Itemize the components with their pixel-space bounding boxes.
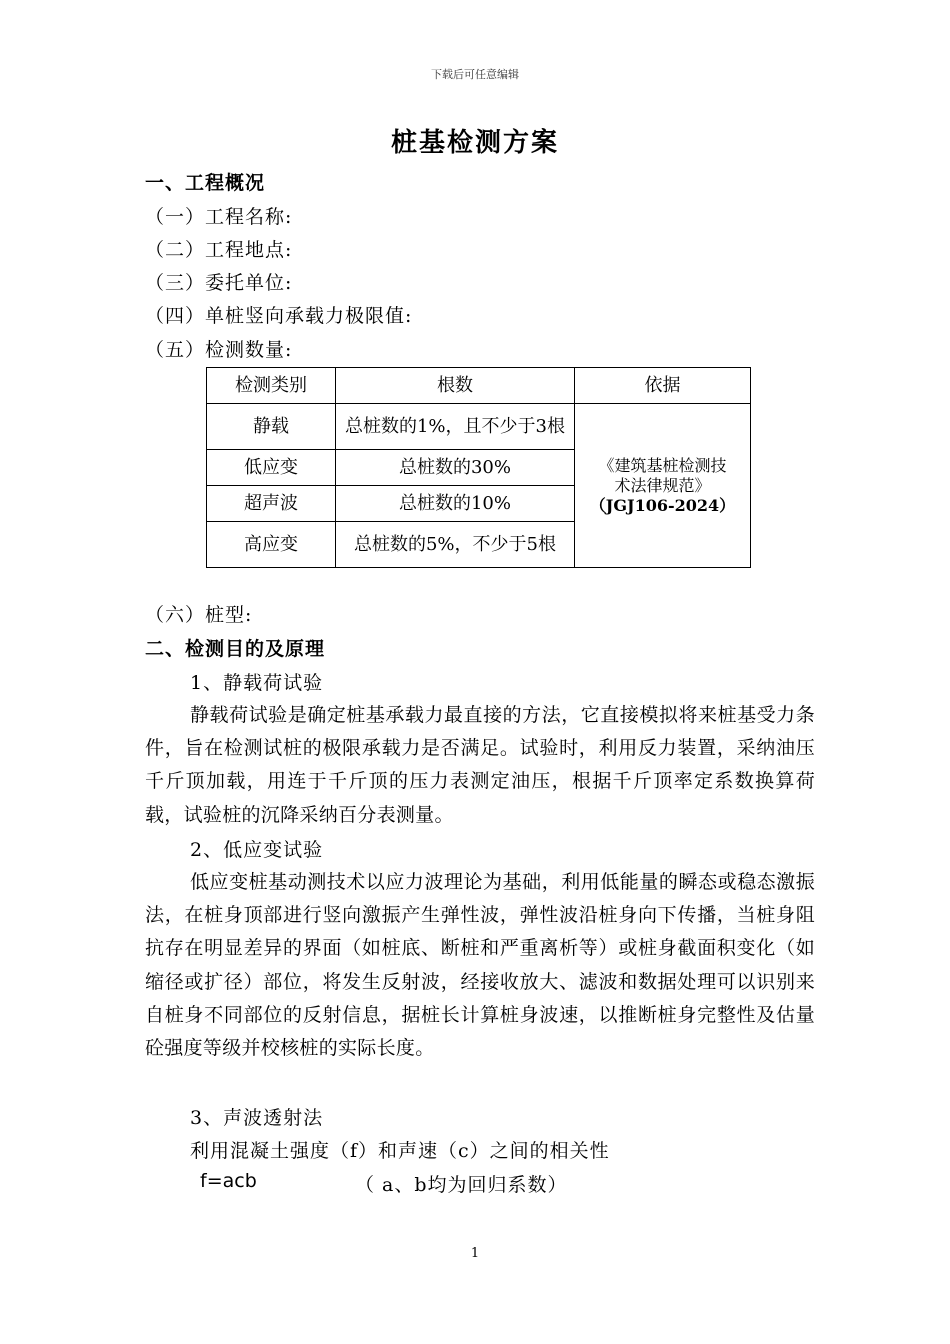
cell-count: 总桩数的10% [336, 486, 575, 522]
subheading-static-load: 1、静载荷试验 [190, 672, 324, 694]
cell-type: 低应变 [207, 450, 336, 486]
paragraph-low-strain: 低应变桩基动测技术以应力波理论为基础，利用低能量的瞬态或稳态激振法，在桩身顶部进行竖向激振产生弹性波，弹性波沿桩身向下传播，当桩身阻抗存在明显差异的界面（如桩底、断桩和严重离析等）或桩身截面积变化（如缩径或扩径）部位，将发生反射波，经接收放大、滤波和数据处理可以识别来自桩身不同部位的反射信息，据桩长计算桩身波速，以推断桩身完整性及估量砼强度等级并校核桩的实际长度。 [145, 871, 815, 1060]
header-note: 下载后可任意编辑 [431, 68, 519, 81]
table-header-row [207, 368, 751, 404]
paragraph-static-load: 静载荷试验是确定桩基承载力最直接的方法，它直接模拟将来桩基受力条件，旨在检测试桩的极限承载力是否满足。试验时，利用反力装置，采纳油压千斤顶加载，用连于千斤顶的压力表测定油压，根据千斤顶率定系数换算荷载，试验桩的沉降采纳百分表测量。 [145, 704, 815, 826]
item-project-location: （二）工程地点: [145, 239, 293, 261]
item-bearing-capacity: （四）单桩竖向承载力极限值: [145, 305, 413, 327]
subheading-sonic-transmission: 3、声波透射法 [190, 1107, 324, 1129]
section2-heading: 二、检测目的及原理 [145, 638, 326, 660]
cell-count: 总桩数的1%，且不少于3根 [336, 404, 575, 450]
cell-type: 静载 [207, 404, 336, 450]
item-test-quantity: （五）检测数量: [145, 339, 293, 361]
cell-type: 高应变 [207, 522, 336, 568]
basis-line1: 《建筑基桩检测技 [598, 455, 727, 475]
basis-line3: （JGJ106-2024） [589, 495, 736, 515]
cell-basis [575, 404, 751, 568]
document-title: 桩基检测方案 [390, 128, 559, 158]
item-client: （三）委托单位: [145, 272, 293, 294]
section1-heading: 一、工程概况 [145, 172, 266, 194]
item-project-name: （一）工程名称: [145, 206, 293, 228]
formula-note: （ a、b均为回归系数） [355, 1174, 568, 1196]
cell-type: 超声波 [207, 486, 336, 522]
header-test-type: 检测类别 [207, 368, 336, 404]
header-basis: 依据 [575, 368, 751, 404]
header-count: 根数 [336, 368, 575, 404]
cell-count: 总桩数的5%，不少于5根 [336, 522, 575, 568]
page-number: 1 [470, 1246, 480, 1261]
subheading-low-strain: 2、低应变试验 [190, 839, 324, 861]
cell-count: 总桩数的30% [336, 450, 575, 486]
formula: f=acb [200, 1170, 257, 1192]
test-quantity-table [206, 367, 751, 568]
item-pile-type: （六）桩型: [145, 604, 253, 626]
basis-line2: 术法律规范》 [614, 475, 711, 495]
table-row [207, 404, 751, 450]
line-relation: 利用混凝土强度（f）和声速（c）之间的相关性 [190, 1140, 610, 1162]
